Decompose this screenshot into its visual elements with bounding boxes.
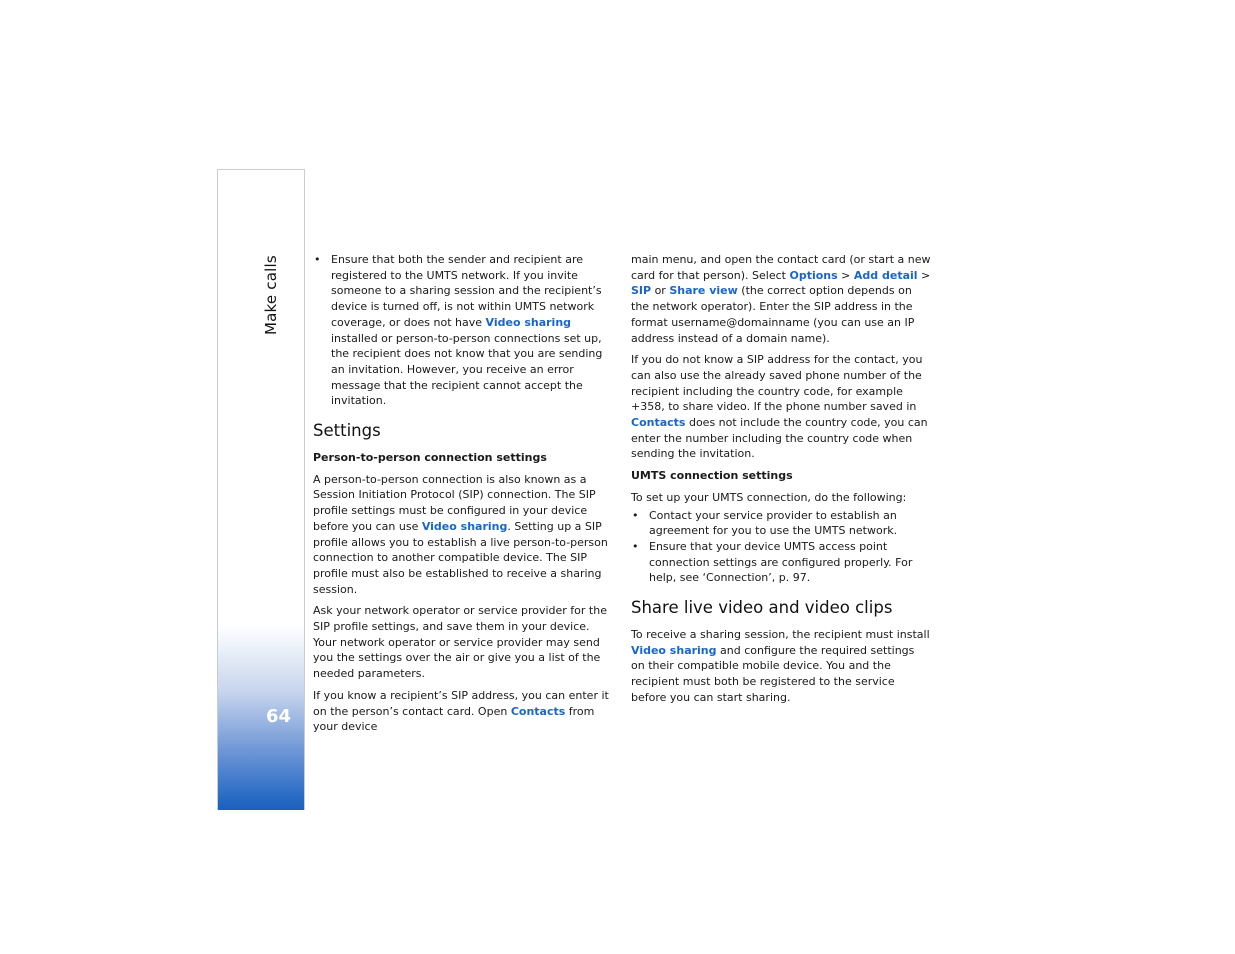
text: main menu, and open the contact card (or start a new card for that person). Select	[631, 253, 931, 282]
left-column	[313, 252, 613, 741]
video-sharing-link[interactable]: Video sharing	[485, 315, 572, 329]
p2p-settings-heading: Person-to-person connection settings	[313, 451, 547, 465]
text: Ensure that both the sender and recipient are registered to the UMTS network. If you invite someone to a sharing session and the recipient’s device is turned off, is not within UMTS network coverage, or does not have	[331, 253, 602, 329]
sip-link[interactable]: SIP	[631, 284, 652, 298]
bullet-list	[631, 508, 931, 587]
separator: >	[837, 268, 854, 282]
bullet-list	[313, 252, 613, 409]
share-view-link[interactable]: Share view	[669, 284, 738, 298]
text: installed or person-to-person connections set up, the recipient does not know that you are sending an invitation. However, you receive an error message that the recipient cannot accept the invitation.	[331, 331, 603, 408]
list-item	[313, 252, 613, 409]
umts-settings-heading: UMTS connection settings	[631, 469, 793, 483]
share-video-heading: Share live video and video clips	[631, 598, 893, 618]
contacts-link[interactable]: Contacts	[510, 704, 566, 718]
page-number: 64	[266, 706, 292, 727]
text: . Setting up a SIP profile allows you to establish a live person-to-person connection to another compatible device. The SIP profile must also be established to receive a sharing session.	[313, 519, 608, 596]
separator: >	[917, 268, 931, 282]
options-link[interactable]: Options	[789, 268, 838, 282]
add-detail-link[interactable]: Add detail	[853, 268, 918, 282]
text: To receive a sharing session, the recipient must install	[631, 628, 930, 642]
paragraph: To set up your UMTS connection, do the following:	[631, 490, 907, 504]
paragraph	[631, 627, 931, 706]
paragraph	[313, 472, 613, 598]
text: and configure the required settings on their compatible mobile device. You and the recipient must both be registered to the service before you can start sharing.	[631, 643, 915, 704]
text: or	[651, 284, 670, 298]
chapter-sidebar	[217, 169, 305, 810]
text: A person-to-person connection is also known as a Session Initiation Protocol (SIP) connection. The SIP profile settings must be configured in your device before you can use	[313, 472, 596, 533]
text: from your device	[313, 704, 595, 734]
paragraph	[313, 688, 613, 735]
list-item: • Contact your service provider to establish an agreement for you to use the UMTS network.	[631, 508, 931, 539]
contacts-link[interactable]: Contacts	[631, 416, 686, 430]
list-item: • Ensure that your device UMTS access point connection settings are configured properly. For help, see ‘Connection’, p. 97.	[631, 539, 931, 586]
paragraph: Ask your network operator or service provider for the SIP profile settings, and save them in your device. Your network operator or service provider may send you the settings over the air or give you a list of the needed parameters.	[313, 604, 607, 681]
paragraph	[631, 252, 931, 346]
text: If you know a recipient’s SIP address, you can enter it on the person’s contact card. Open	[313, 688, 609, 718]
text: If you do not know a SIP address for the contact, you can also use the already saved phone number of the recipient including the country code, for example +358, to share video. If the phone number saved in	[631, 353, 923, 414]
settings-heading: Settings	[313, 421, 381, 441]
right-column	[631, 252, 931, 712]
paragraph	[631, 352, 931, 462]
video-sharing-link[interactable]: Video sharing	[631, 643, 717, 657]
text: (the correct option depends on the network operator). Enter the SIP address in the format username@domainname (you can use an IP address instead of a domain name).	[631, 284, 915, 345]
video-sharing-link[interactable]: Video sharing	[421, 519, 508, 533]
text: does not include the country code, you can enter the number including the country code when sending the invitation.	[631, 416, 928, 461]
chapter-title: Make calls	[262, 255, 280, 335]
